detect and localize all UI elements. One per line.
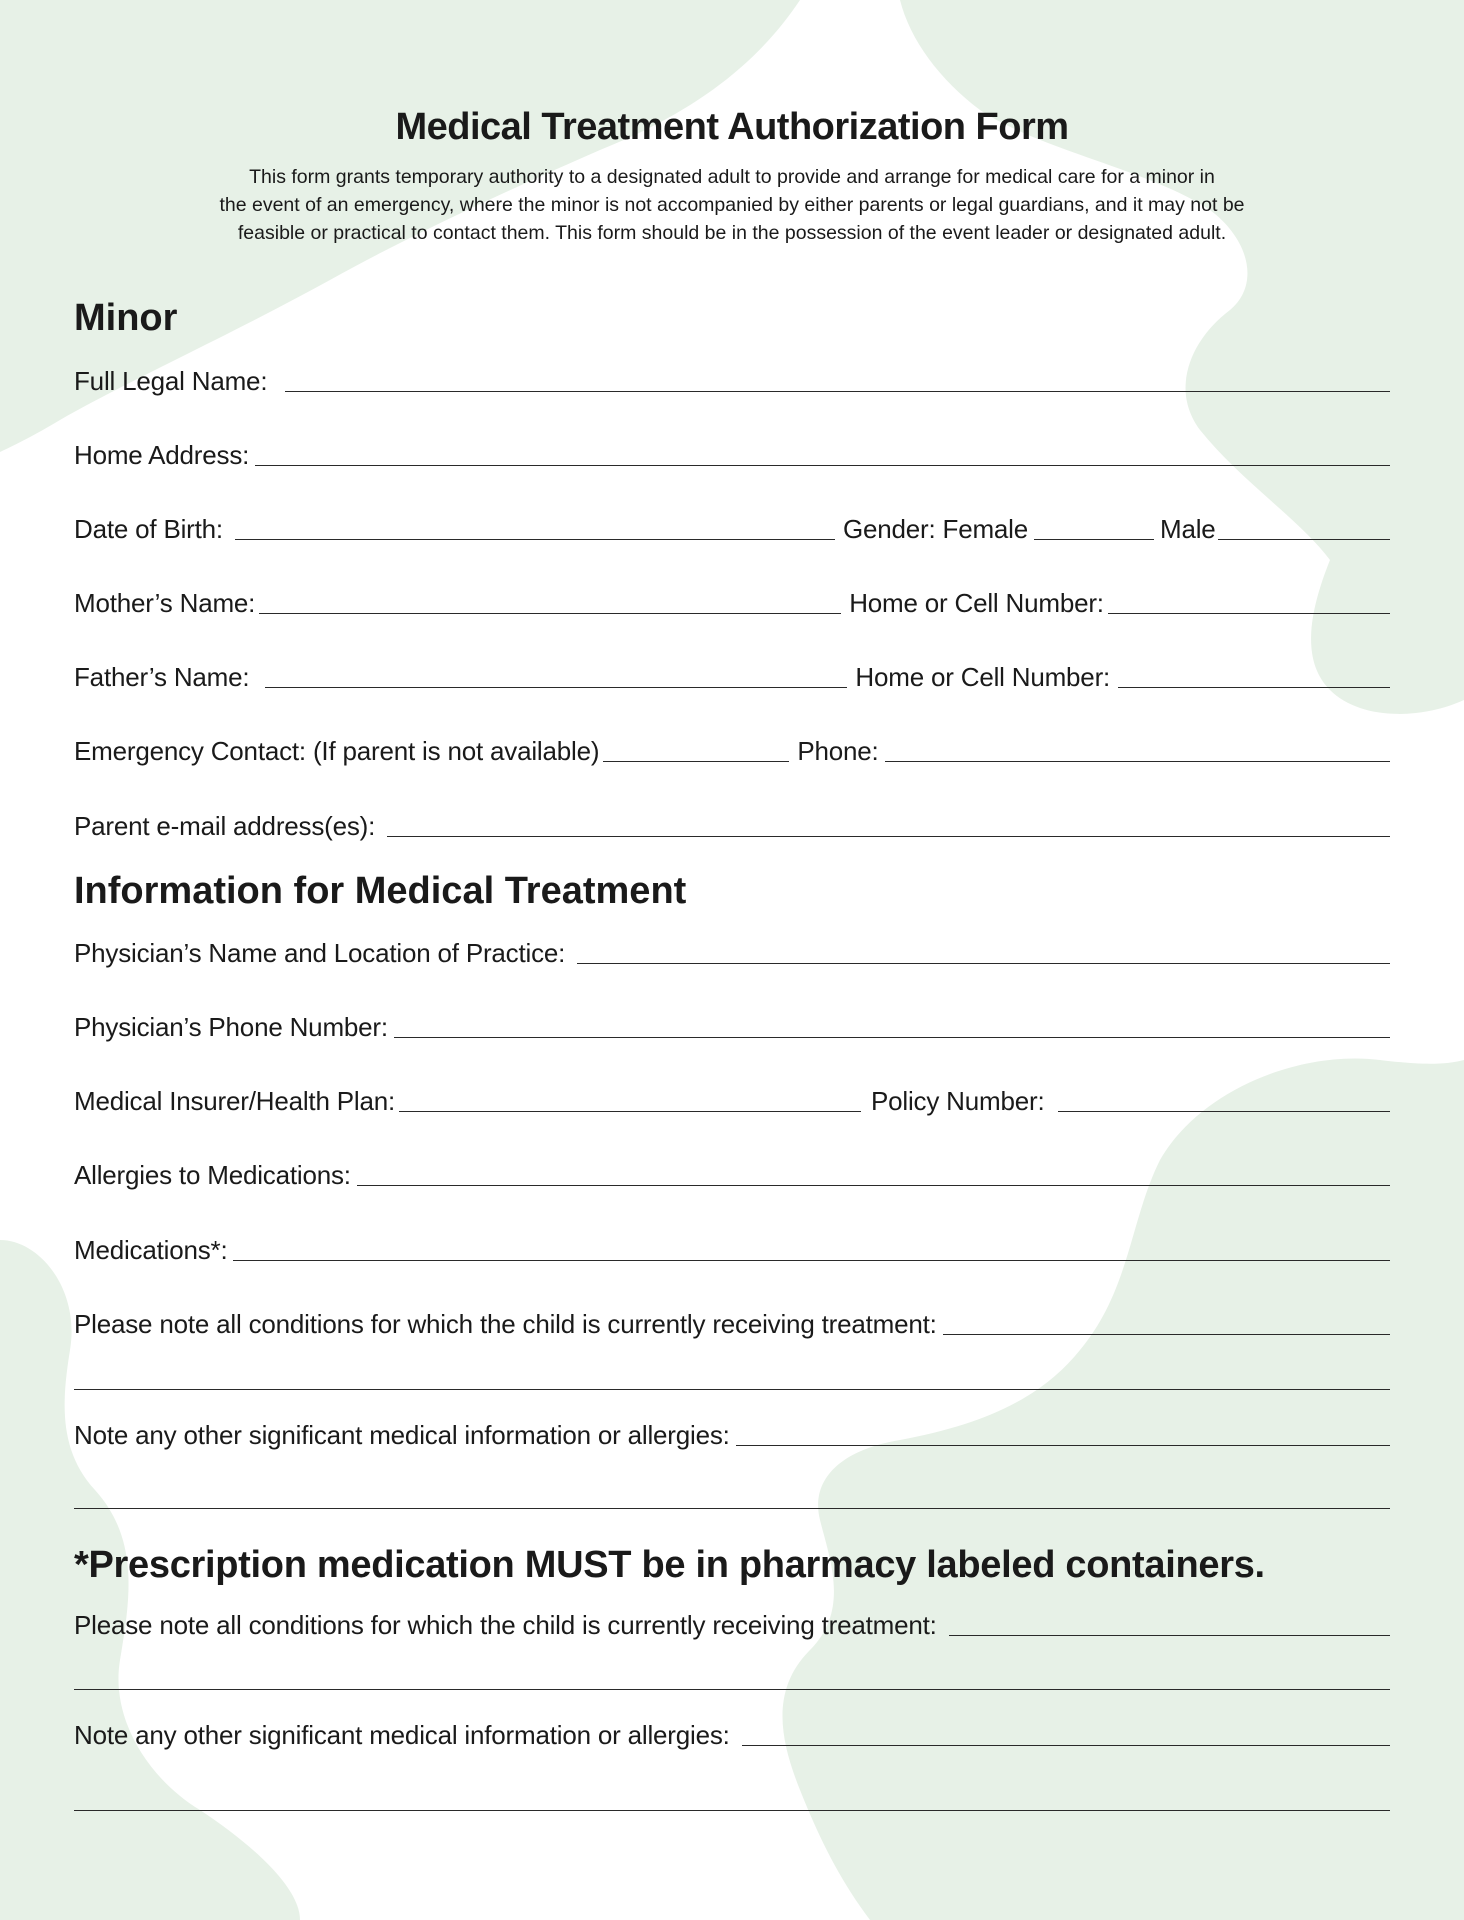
allergies-meds-field[interactable] [357,1185,1390,1186]
mothers-name-field[interactable] [259,613,841,614]
label-gender-female: Gender: Female [842,514,1029,544]
row-home-address [74,434,1390,470]
other-info-field[interactable] [736,1445,1390,1446]
row-rx-conditions [74,1604,1390,1640]
row-father [74,656,1390,692]
label-allergies-meds: Allergies to Medications: [74,1160,351,1190]
form-intro [120,163,1344,247]
intro-line: This form grants temporary authority to a designated adult to provide and arrange for medical care for a minor in [249,166,1215,188]
label-physician-name: Physician’s Name and Location of Practice: [74,938,566,968]
rx-other-info-field[interactable] [742,1745,1390,1746]
label-parent-email: Parent e-mail address(es): [74,811,376,841]
row-dob-gender [74,508,1390,544]
label-home-address: Home Address: [74,440,250,470]
row-full-legal-name [74,360,1390,396]
label-other-info: Note any other significant medical information or allergies: [74,1420,730,1450]
section-heading-medical: Information for Medical Treatment [74,870,687,912]
label-gender-male: Male [1160,514,1216,544]
row-rx-other-info [74,1714,1390,1750]
label-fathers-name: Father’s Name: [74,662,250,692]
intro-line: the event of an emergency, where the minor is not accompanied by either parents or legal guardians, and it may not be [219,194,1245,216]
label-policy-number: Policy Number: [871,1086,1045,1116]
section-heading-minor: Minor [74,297,178,339]
label-date-of-birth: Date of Birth: [74,514,223,544]
gender-male-field[interactable] [1218,539,1390,540]
mother-phone-field[interactable] [1108,613,1390,614]
conditions-field[interactable] [943,1334,1390,1335]
full-legal-name-field[interactable] [285,391,1390,392]
physician-phone-field[interactable] [394,1037,1390,1038]
label-full-legal-name: Full Legal Name: [74,366,268,396]
row-emergency-contact [74,730,1390,766]
conditions-field-line-2[interactable] [74,1389,1390,1390]
rx-other-info-field-line-2[interactable] [74,1810,1390,1811]
policy-number-field[interactable] [1058,1111,1390,1112]
row-conditions [74,1303,1390,1339]
label-home-or-cell-father: Home or Cell Number: [855,662,1111,692]
form-title: Medical Treatment Authorization Form [395,106,1069,148]
label-rx-conditions: Please note all conditions for which the child is currently receiving treatment: [74,1610,937,1640]
parent-email-field[interactable] [387,836,1390,837]
row-mother [74,582,1390,618]
row-parent-email [74,805,1390,841]
row-allergies-meds [74,1154,1390,1190]
label-home-or-cell-mother: Home or Cell Number: [849,588,1104,618]
section-heading-prescription: *Prescription medication MUST be in pharmacy labeled containers. [74,1544,1265,1586]
label-emergency-contact: Emergency Contact: (If parent is not available) [74,736,600,766]
row-insurer [74,1080,1390,1116]
home-address-field[interactable] [255,465,1390,466]
gender-female-field[interactable] [1034,539,1154,540]
insurer-field[interactable] [399,1111,861,1112]
label-insurer: Medical Insurer/Health Plan: [74,1086,395,1116]
label-medications: Medications*: [74,1235,228,1265]
rx-conditions-field[interactable] [949,1635,1390,1636]
row-other-info [74,1414,1390,1450]
rx-conditions-field-line-2[interactable] [74,1689,1390,1690]
label-conditions: Please note all conditions for which the child is currently receiving treatment: [74,1309,937,1339]
label-physician-phone: Physician’s Phone Number: [74,1012,388,1042]
row-medications [74,1229,1390,1265]
emergency-contact-field[interactable] [603,761,789,762]
fathers-name-field[interactable] [265,687,847,688]
label-mothers-name: Mother’s Name: [74,588,256,618]
intro-line: feasible or practical to contact them. This form should be in the possession of the event leader or designated adult. [237,222,1227,244]
row-physician-name [74,932,1390,968]
label-rx-other-info: Note any other significant medical information or allergies: [74,1720,730,1750]
medications-field[interactable] [233,1260,1390,1261]
label-phone: Phone: [797,736,879,766]
other-info-field-line-2[interactable] [74,1508,1390,1509]
father-phone-field[interactable] [1118,687,1390,688]
physician-name-field[interactable] [577,963,1390,964]
date-of-birth-field[interactable] [235,539,835,540]
emergency-phone-field[interactable] [885,761,1390,762]
row-physician-phone [74,1006,1390,1042]
